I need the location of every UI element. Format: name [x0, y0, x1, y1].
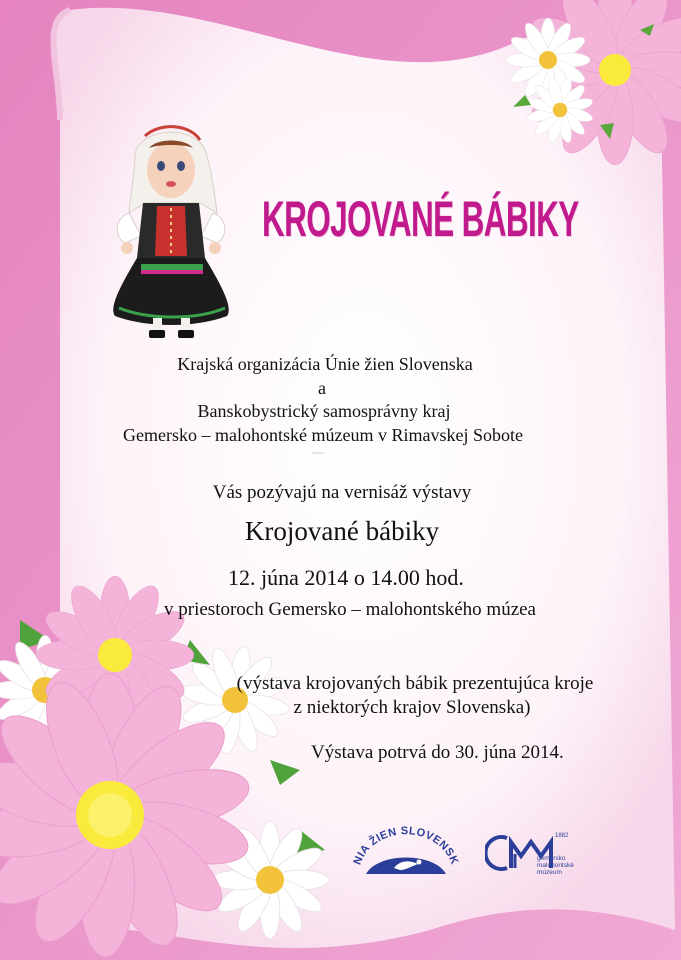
- description-line-1: (výstava krojovaných bábik prezentujúca kroje: [236, 673, 594, 694]
- invitation-text: Vás pozývajú na vernisáž výstavy: [212, 482, 472, 503]
- folk-costume-doll-image: [105, 118, 240, 343]
- exhibition-date-time: 12. júna 2014 o 14.00 hod.: [228, 565, 464, 590]
- gemersko-malohontske-muzeum-logo: [485, 828, 585, 876]
- museum-logo-emblem: [485, 828, 585, 876]
- organizer-line-2: a: [318, 378, 326, 398]
- exhibition-venue: v priestoroch Gemersko – malohontského múzea: [164, 599, 536, 620]
- unia-zien-slovenska-logo: [348, 818, 464, 878]
- organizer-line-4: Gemersko – malohontské múzeum v Rimavskej Sobote: [123, 425, 523, 445]
- svg-text:gemersko: gemersko: [537, 855, 566, 862]
- organizer-line-1: Krajská organizácia Únie žien Slovenska: [177, 354, 473, 374]
- svg-text:malohontské: malohontské: [537, 862, 574, 869]
- svg-text:ÚNIA ŽIEN SLOVENSKA: NIA ŽIEN SLOVENSK: [351, 825, 461, 867]
- exhibition-duration: Výstava potrvá do 30. júna 2014.: [311, 742, 564, 763]
- unia-logo-emblem: [348, 818, 464, 878]
- exhibition-name: Krojované bábiky: [244, 516, 440, 546]
- organizer-line-3: Banskobystrický samosprávny kraj: [197, 401, 451, 421]
- svg-text:múzeum: múzeum: [537, 869, 562, 876]
- poster-title: KROJOVANÉ BÁBIKY: [262, 191, 579, 247]
- svg-text:1882: 1882: [555, 833, 569, 839]
- description-line-2: z niektorých krajov Slovenska): [293, 697, 531, 718]
